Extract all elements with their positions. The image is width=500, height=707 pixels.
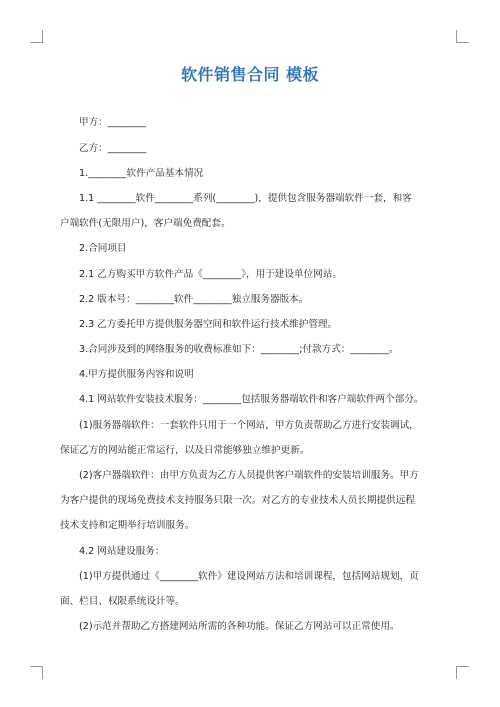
section-4-heading: 4.甲方提供服务内容和说明 — [79, 369, 194, 380]
section-3-line: 3.合同涉及到的网络服务的收费标准如下：________;付款方式：________。 — [79, 344, 399, 355]
party-a-line: 甲方：________ — [79, 117, 147, 128]
crop-mark-top-right — [456, 30, 469, 43]
crop-mark-bottom-right — [456, 666, 469, 679]
crop-mark-top-left — [30, 30, 43, 43]
clause-4-1-2-cont2: 技术支持和定期举行培训服务。 — [60, 520, 195, 531]
clause-4-1-1-cont: 保证乙方的网站能正常运行，以及日常能够独立维护更新。 — [60, 445, 310, 456]
clause-2-3: 2.3 乙方委托甲方提供服务器空间和软件运行技术维护管理。 — [79, 319, 338, 330]
clause-2-2: 2.2 版本号：________软件________独立服务器版本。 — [79, 294, 309, 305]
clause-1-1-cont: 户端软件(无限用户)，客户端免费配套。 — [60, 218, 231, 229]
party-b-line: 乙方：________ — [79, 143, 147, 154]
clause-1-1: 1.1 ________软件________系列(________)，提供包含服务器端软件一套，和客 — [79, 193, 412, 204]
clause-4-1-1: (1)服务器端软件：一套软件只用于一个网站，甲方负责帮助乙方进行安装调试， — [79, 420, 419, 431]
clause-4-2: 4.2 网站建设服务： — [79, 546, 165, 557]
section-1-heading: 1.________软件产品基本情况 — [79, 168, 204, 179]
clause-4-2-1-cont: 面、栏目、权限系统设计等。 — [60, 596, 185, 607]
document-title: 软件销售合同 模板 — [180, 65, 320, 84]
crop-mark-bottom-left — [30, 666, 43, 679]
clause-4-1-2-cont1: 为客户提供的现场免费技术支持服务只限一次。对乙方的专业技术人员长期提供远程 — [60, 495, 415, 506]
clause-4-2-2: (2)示范并帮助乙方搭建网站所需的各种功能。保证乙方网站可以正常使用。 — [79, 621, 400, 632]
clause-4-2-1: (1)甲方提供通过《________软件》建设网站方法和培训课程，包括网站规划，页 — [79, 571, 419, 582]
section-2-heading: 2.合同项目 — [79, 243, 127, 254]
clause-2-1: 2.1 乙方购买甲方软件产品《________》，用于建设单位网站。 — [79, 269, 342, 280]
clause-4-1-2: (2)客户器端软件：由甲方负责为乙方人员提供客户端软件的安装培训服务。甲方 — [79, 470, 419, 481]
clause-4-1: 4.1 网站软件安装技术服务：________包括服务器端软件和客户端软件两个部分。 — [79, 394, 424, 405]
